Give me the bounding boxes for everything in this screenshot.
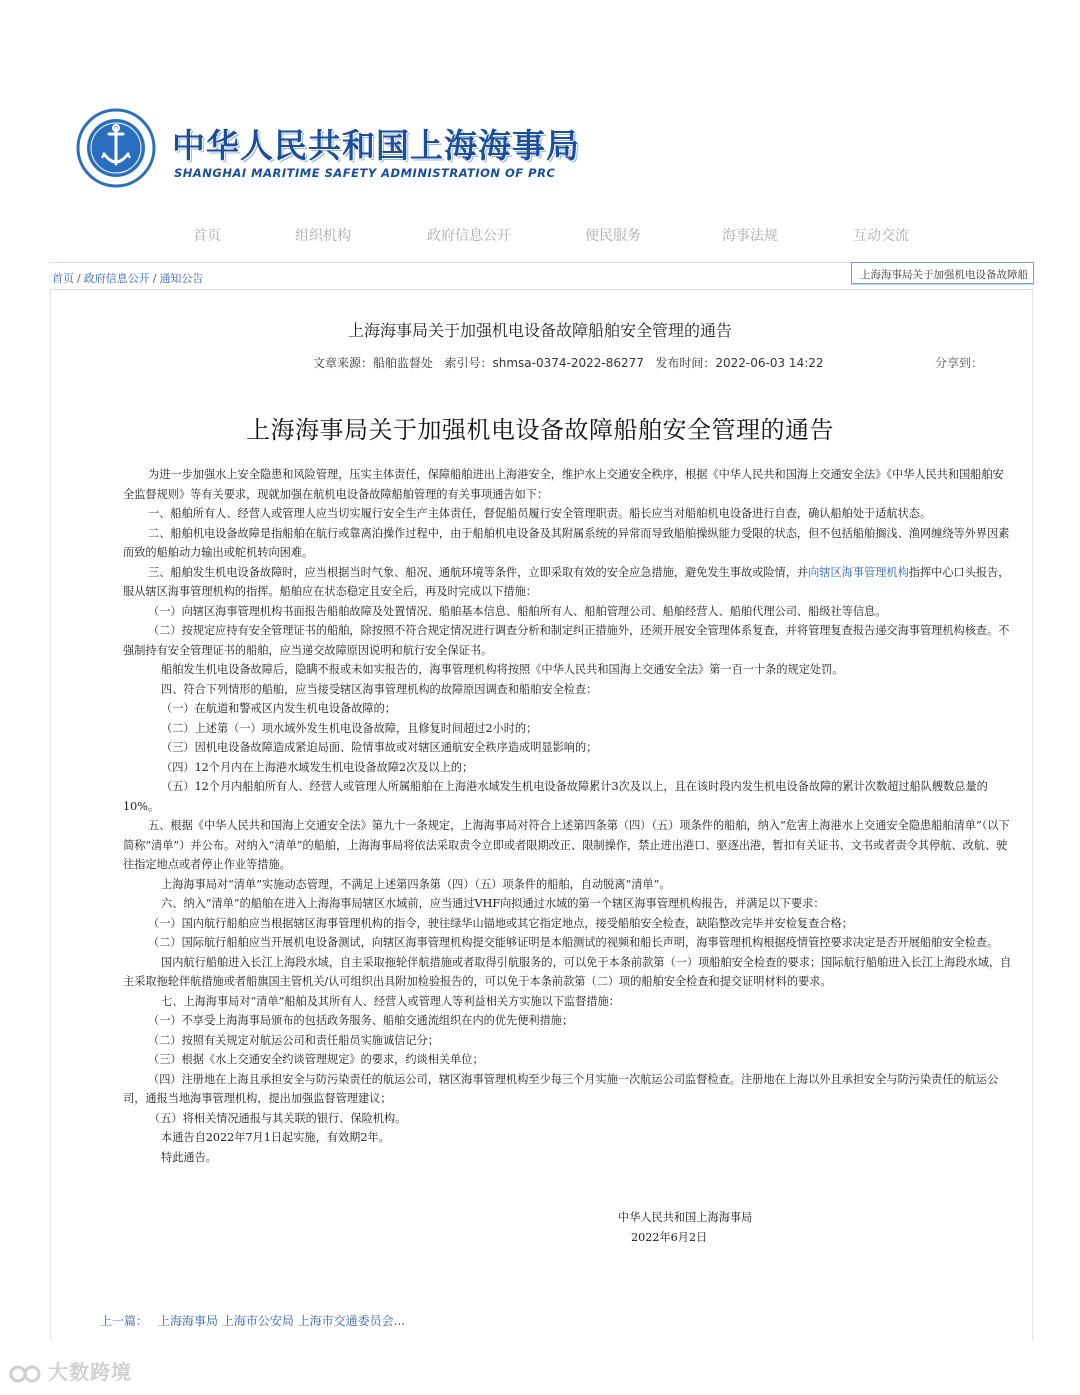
article-paragraph: （三）因机电设备故障造成紧迫局面、险情事故或对辖区通航安全秩序造成明显影响的； — [161, 741, 598, 754]
meta-index-label: 索引号： — [444, 356, 493, 370]
prev-article-label: 上一篇： — [100, 1314, 149, 1328]
prev-article — [100, 1312, 405, 1329]
breadcrumb-bar — [50, 262, 1033, 290]
nav-item-regulations[interactable]: 海事法规 — [722, 228, 778, 244]
article-paragraph: （二）按规定应持有安全管理证书的船舶，除按照不符合规定情况进行调查分析和制定纠正措施外，还须开展安全管理体系复查，并将管理复查报告递交海事管理机构核查。不强制持有安全管理证书的船舶，应当递交故障原因说明和航行安全保证书。 — [123, 624, 1010, 657]
nav-item-home[interactable]: 首页 — [193, 228, 221, 244]
meta-time: 2022-06-03 14:22 — [715, 356, 824, 370]
article-paragraph: （一）在航道和警戒区内发生机电设备故障的； — [161, 702, 396, 715]
article-title: 上海海事局关于加强机电设备故障船舶安全管理的通告 — [246, 416, 834, 444]
article-paragraph: （一）国内航行船舶应当根据辖区海事管理机构的指令，驶往绿华山锚地或其它指定地点，接受船舶安全检查，缺陷整改完毕并安检复查合格； — [148, 916, 853, 930]
meta-source-label: 文章来源： — [313, 356, 374, 370]
prev-article-link[interactable]: 上海海事局 上海市公安局 上海市交通委员会... — [158, 1314, 406, 1328]
article-paragraph: （一）向辖区海事管理机构书面报告船舶故障及处置情况、船舶基本信息、船舶所有人、船舶管理公司、船舶经营人、船舶代理公司、船级社等信息。 — [148, 604, 887, 618]
article-paragraph: （四）12个月内在上海港水域发生机电设备故障2次及以上的； — [161, 760, 474, 774]
article-paragraph: 五、根据《中华人民共和国海上交通安全法》第九十一条规定，上海海事局对符合上述第四条第（四）（五）项条件的船舶，纳入“危害上海港水上交通安全隐患船舶清单”（以下简称“清单”）并公布。对纳入“清单”的船舶，上海海事局将依法采取责令立即或者限期改正、限制操作，禁止进出港口、驱逐出港，暂扣有关证书、文书或者责令其停航、改航、驶往指定地点或者停止作业等措施。 — [123, 819, 1010, 871]
watermark-icon — [8, 1363, 44, 1385]
site-header — [0, 0, 1080, 210]
nav-item-services[interactable]: 便民服务 — [585, 228, 641, 244]
nav-item-interaction[interactable]: 互动交流 — [853, 228, 909, 244]
article-paragraph: 一、船舶所有人、经营人或管理人应当切实履行安全生产主体责任，督促船员履行安全管理职责。船长应当对船舶机电设备进行自查，确认船舶处于适航状态。 — [148, 507, 932, 520]
breadcrumb-notices[interactable]: 通知公告 — [159, 272, 204, 285]
signature: 中华人民共和国上海海事局 — [618, 1211, 753, 1224]
paragraph-text: 三、船舶发生机电设备故障时，应当根据当时气象、船况、通航环境等条件，立即采取有效的安全应急措施，避免发生事故或险情，并 — [148, 565, 809, 579]
article-paragraph: 船舶发生机电设备故障后，隐瞒不报或未如实报告的，海事管理机构将按照《中华人民共和国海上交通安全法》第一百一十条的规定处罚。 — [161, 663, 844, 676]
inline-link[interactable]: 向辖区海事管理机构 — [808, 565, 909, 579]
article-paragraph — [123, 563, 1013, 602]
site-title-en: SHANGHAI MARITIME SAFETY ADMINISTRATION OF PRC — [174, 166, 556, 180]
article-paragraph: 本通告自2022年7月1日起实施，有效期2年。 — [161, 1131, 390, 1144]
article-paragraph: （一）不享受上海海事局颁布的包括政务服务、船舶交通流组织在内的优先便利措施； — [148, 1014, 574, 1027]
meta-index: shmsa-0374-2022-86277 — [492, 356, 644, 370]
article-paragraph: 上海海事局对“清单”实施动态管理，不满足上述第四条第（四）（五）项条件的船舶，自动脱离“清单”。 — [161, 877, 671, 891]
article-paragraph: 七、上海海事局对“清单”船舶及其所有人、经营人或管理人等利益相关方实施以下监督措施： — [161, 994, 620, 1008]
article-paragraph: 二、船舶机电设备故障是指船舶在航行或靠离泊操作过程中，由于船舶机电设备及其附属系统的异常而导致船舶操纵能力受限的状态，但不包括船舶搁浅、渔网缠绕等外界因素而致的船舶动力输出或舵机转向困难。 — [123, 526, 1010, 559]
breadcrumb-home[interactable]: 首页 — [52, 272, 74, 285]
main-nav — [160, 225, 940, 249]
paragraph-text: 指挥中心口头报告，服从辖区海事管理机构的指挥。船舶应在状态稳定且安全后，再及时完成以下措施： — [123, 565, 1010, 598]
article-paragraph: 四、符合下列情形的船舶，应当接受辖区海事管理机构的故障原因调查和船舶安全检查： — [161, 682, 598, 696]
share-label[interactable]: 分享到： — [935, 356, 984, 370]
article-meta — [313, 354, 824, 371]
article-paragraph: （二）国际航行船舶应当开展机电设备测试，向辖区海事管理机构提交能够证明是本船测试的视频和船长声明，海事管理机构根据疫情管控要求决定是否开展船舶安全检查。 — [148, 936, 999, 949]
china-msa-logo[interactable] — [76, 108, 156, 188]
signature-date: 2022年6月2日 — [631, 1231, 708, 1244]
article-title-small: 上海海事局关于加强机电设备故障船舶安全管理的通告 — [347, 321, 732, 340]
article-paragraph: 国内航行船舶进入长江上海段水域，自主采取拖轮伴航措施或者取得引航服务的，可以免于本条前款第（一）项船舶安全检查的要求；国际航行船舶进入长江上海段水域，自主采取拖轮伴航措施或者船旗国主管机关/认可组织出具附加检验报告的，可以免于本条前款第（二）项的船舶安全检查和提交证明材料的要求。 — [123, 955, 1012, 988]
search-input[interactable]: 上海海事局关于加强机电设备故障船 — [851, 262, 1034, 284]
nav-item-gov-info[interactable]: 政府信息公开 — [427, 228, 511, 244]
meta-source: 船舶监督处 — [373, 356, 434, 370]
site-title-cn: 中华人民共和国上海海事局 — [172, 126, 580, 165]
article-paragraph: （五）12个月内船舶所有人、经营人或管理人所属船舶在上海港水域发生机电设备故障累计3次及以上，且在该时段内发生机电设备故障的累计次数超过船队艘数总量的10%。 — [123, 780, 988, 813]
breadcrumb-separator: / — [77, 272, 81, 285]
article-paragraph: （二）按照有关规定对航运公司和责任船员实施诚信记分； — [148, 1033, 439, 1047]
article-body — [123, 465, 1013, 1167]
article-paragraph: （五）将相关情况通报与其关联的银行、保险机构。 — [149, 1111, 407, 1125]
breadcrumb-separator: / — [152, 272, 157, 285]
breadcrumb-gov-info[interactable]: 政府信息公开 — [83, 272, 150, 285]
breadcrumb — [52, 270, 203, 286]
watermark-text: 大数跨境 — [48, 1360, 132, 1384]
article-paragraph: （二）上述第（一）项水域外发生机电设备故障，且修复时间超过2小时的； — [161, 721, 538, 735]
article-paragraph: 六、纳入“清单”的船舶在进入上海海事局辖区水域前，应当通过VHF向拟通过水域的第一个辖区海事管理机构报告，并满足以下要求： — [161, 897, 825, 910]
article-paragraph: （三）根据《水上交通安全约谈管理规定》的要求，约谈相关单位； — [148, 1053, 484, 1066]
article-paragraph: （四）注册地在上海且承担安全与防污染责任的航运公司，辖区海事管理机构至少每三个月实施一次航运公司监督检查。注册地在上海以外且承担安全与防污染责任的航运公司，通报当地海事管理机构，提出加强监督管理建议； — [123, 1072, 999, 1105]
watermark — [8, 1356, 132, 1385]
nav-item-organization[interactable]: 组织机构 — [295, 228, 351, 244]
article-paragraph: 特此通告。 — [161, 1150, 217, 1164]
meta-time-label: 发布时间： — [655, 356, 716, 370]
article-paragraph: 为进一步加强水上安全隐患和风险管理，压实主体责任，保障船舶进出上海港安全，维护水上交通安全秩序，根据《中华人民共和国海上交通安全法》《中华人民共和国船舶安全监督规则》等有关要求，现就加强在航机电设备故障船舶管理的有关事项通告如下： — [123, 468, 1004, 501]
